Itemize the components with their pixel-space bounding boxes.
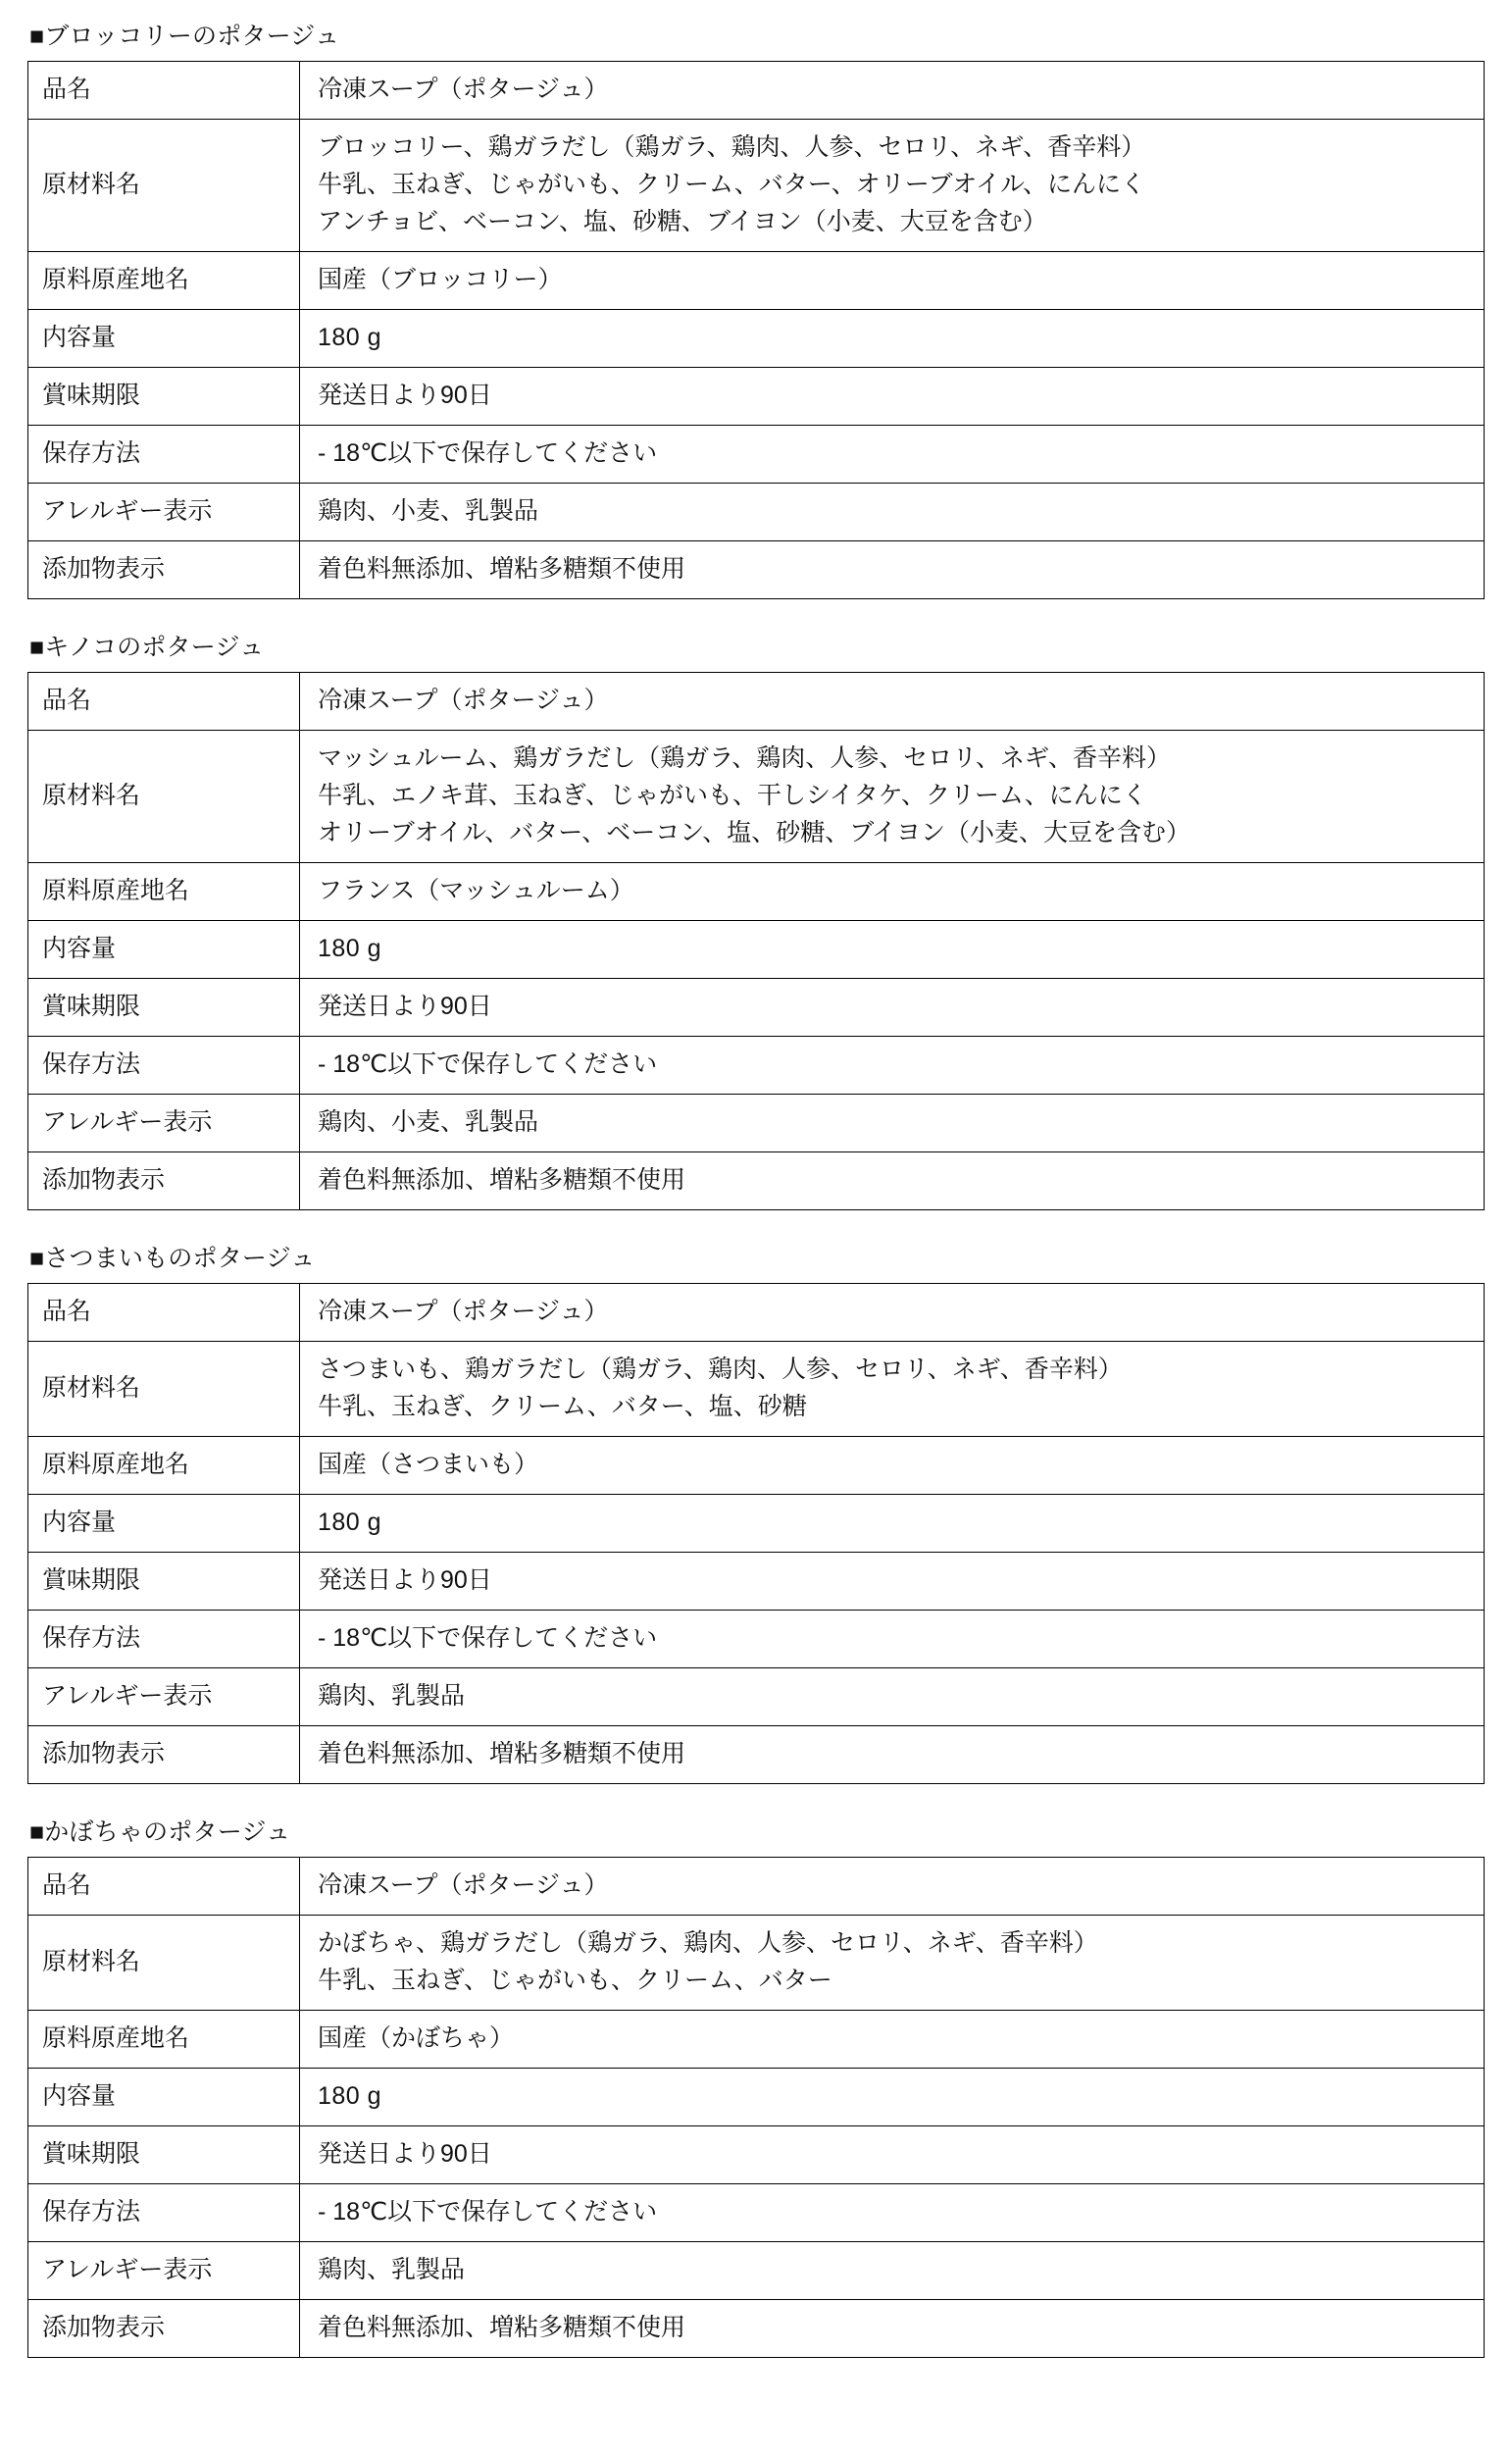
table-row: [28, 1858, 1485, 1916]
table-row: [28, 1668, 1485, 1726]
table-row: [28, 484, 1485, 541]
row-label-origin: 原料原産地名: [28, 252, 300, 310]
row-label-ingredients: 原材料名: [28, 731, 300, 863]
row-value-storage: - 18℃以下で保存してください: [300, 426, 1485, 484]
row-label-best-before: 賞味期限: [28, 979, 300, 1037]
row-label-allergy: アレルギー表示: [28, 2242, 300, 2300]
table-row: [28, 1037, 1485, 1095]
table-row: [28, 2242, 1485, 2300]
row-label-storage: 保存方法: [28, 1611, 300, 1668]
row-label-origin: 原料原産地名: [28, 1437, 300, 1495]
row-value-net-weight: 180 g: [300, 1495, 1485, 1553]
row-label-storage: 保存方法: [28, 426, 300, 484]
table-row: [28, 426, 1485, 484]
product-section: [27, 633, 1485, 1210]
row-value-storage: - 18℃以下で保存してください: [300, 1611, 1485, 1668]
row-value-best-before: 発送日より90日: [300, 368, 1485, 426]
table-row: [28, 1152, 1485, 1210]
row-value-ingredients: [300, 1916, 1485, 2011]
table-row: [28, 1726, 1485, 1784]
table-row: [28, 1437, 1485, 1495]
table-row: [28, 62, 1485, 120]
table-row: [28, 1495, 1485, 1553]
row-label-product-name: 品名: [28, 1858, 300, 1916]
table-row: [28, 673, 1485, 731]
product-section: [27, 1244, 1485, 1784]
row-value-additives: 着色料無添加、増粘多糖類不使用: [300, 1152, 1485, 1210]
row-value-product-name: 冷凍スープ（ポタージュ）: [300, 673, 1485, 731]
ingredient-line: かぼちゃ、鶏ガラだし（鶏ガラ、鶏肉、人参、セロリ、ネギ、香辛料）: [318, 1929, 1098, 1957]
table-row: [28, 2126, 1485, 2184]
section-heading: ■キノコのポタージュ: [29, 634, 265, 661]
ingredient-line: 牛乳、玉ねぎ、じゃがいも、クリーム、バター、オリーブオイル、にんにく: [318, 171, 1146, 198]
table-row: [28, 252, 1485, 310]
row-label-ingredients: 原材料名: [28, 1342, 300, 1437]
row-value-product-name: 冷凍スープ（ポタージュ）: [300, 62, 1485, 120]
row-value-storage: - 18℃以下で保存してください: [300, 2184, 1485, 2242]
row-value-ingredients: [300, 731, 1485, 863]
row-value-product-name: 冷凍スープ（ポタージュ）: [300, 1858, 1485, 1916]
row-label-product-name: 品名: [28, 62, 300, 120]
table-row: [28, 1342, 1485, 1437]
table-row: [28, 541, 1485, 599]
product-section: [27, 1817, 1485, 2358]
row-label-best-before: 賞味期限: [28, 368, 300, 426]
row-label-best-before: 賞味期限: [28, 1553, 300, 1611]
row-value-allergy: 鶏肉、小麦、乳製品: [300, 1095, 1485, 1152]
row-label-additives: 添加物表示: [28, 2300, 300, 2358]
spec-table: [27, 672, 1485, 1210]
row-value-best-before: 発送日より90日: [300, 979, 1485, 1037]
table-row: [28, 1284, 1485, 1342]
table-row: [28, 2069, 1485, 2126]
product-section: [27, 22, 1485, 599]
table-row: [28, 731, 1485, 863]
row-value-product-name: 冷凍スープ（ポタージュ）: [300, 1284, 1485, 1342]
row-label-net-weight: 内容量: [28, 1495, 300, 1553]
row-value-origin: 国産（さつまいも）: [300, 1437, 1485, 1495]
row-label-additives: 添加物表示: [28, 1726, 300, 1784]
table-row: [28, 1916, 1485, 2011]
row-label-origin: 原料原産地名: [28, 863, 300, 921]
spec-table: [27, 1857, 1485, 2358]
row-value-ingredients: [300, 120, 1485, 252]
spec-table: [27, 1283, 1485, 1784]
row-value-storage: - 18℃以下で保存してください: [300, 1037, 1485, 1095]
row-value-origin: 国産（ブロッコリー）: [300, 252, 1485, 310]
row-value-net-weight: 180 g: [300, 310, 1485, 368]
row-value-best-before: 発送日より90日: [300, 2126, 1485, 2184]
row-label-additives: 添加物表示: [28, 541, 300, 599]
row-value-net-weight: 180 g: [300, 2069, 1485, 2126]
row-value-origin: フランス（マッシュルーム）: [300, 863, 1485, 921]
row-value-additives: 着色料無添加、増粘多糖類不使用: [300, 2300, 1485, 2358]
section-heading: ■ブロッコリーのポタージュ: [29, 23, 340, 50]
ingredient-line: 牛乳、エノキ茸、玉ねぎ、じゃがいも、干しシイタケ、クリーム、にんにく: [318, 782, 1147, 809]
table-row: [28, 310, 1485, 368]
row-value-origin: 国産（かぼちゃ）: [300, 2011, 1485, 2069]
table-row: [28, 120, 1485, 252]
ingredient-line: マッシュルーム、鶏ガラだし（鶏ガラ、鶏肉、人参、セロリ、ネギ、香辛料）: [318, 744, 1172, 772]
row-label-net-weight: 内容量: [28, 310, 300, 368]
section-heading: ■さつまいものポタージュ: [29, 1245, 316, 1272]
row-label-allergy: アレルギー表示: [28, 1095, 300, 1152]
row-label-ingredients: 原材料名: [28, 120, 300, 252]
ingredient-line: オリーブオイル、バター、ベーコン、塩、砂糖、ブイヨン（小麦、大豆を含む）: [318, 819, 1191, 846]
row-value-allergy: 鶏肉、小麦、乳製品: [300, 484, 1485, 541]
row-label-storage: 保存方法: [28, 2184, 300, 2242]
table-row: [28, 1553, 1485, 1611]
row-label-best-before: 賞味期限: [28, 2126, 300, 2184]
table-row: [28, 2300, 1485, 2358]
row-label-storage: 保存方法: [28, 1037, 300, 1095]
row-label-origin: 原料原産地名: [28, 2011, 300, 2069]
table-row: [28, 2011, 1485, 2069]
table-row: [28, 921, 1485, 979]
row-value-best-before: 発送日より90日: [300, 1553, 1485, 1611]
row-label-ingredients: 原材料名: [28, 1916, 300, 2011]
table-row: [28, 1095, 1485, 1152]
table-row: [28, 368, 1485, 426]
row-label-net-weight: 内容量: [28, 921, 300, 979]
row-label-product-name: 品名: [28, 673, 300, 731]
row-value-additives: 着色料無添加、増粘多糖類不使用: [300, 1726, 1485, 1784]
ingredient-line: 牛乳、玉ねぎ、クリーム、バター、塩、砂糖: [318, 1393, 807, 1420]
spec-table: [27, 61, 1485, 599]
row-label-net-weight: 内容量: [28, 2069, 300, 2126]
table-row: [28, 1611, 1485, 1668]
row-label-allergy: アレルギー表示: [28, 484, 300, 541]
row-label-allergy: アレルギー表示: [28, 1668, 300, 1726]
ingredient-line: ブロッコリー、鶏ガラだし（鶏ガラ、鶏肉、人参、セロリ、ネギ、香辛料）: [318, 133, 1146, 161]
row-value-net-weight: 180 g: [300, 921, 1485, 979]
row-label-additives: 添加物表示: [28, 1152, 300, 1210]
table-row: [28, 2184, 1485, 2242]
row-value-allergy: 鶏肉、乳製品: [300, 1668, 1485, 1726]
ingredient-line: アンチョビ、ベーコン、塩、砂糖、ブイヨン（小麦、大豆を含む）: [318, 208, 1047, 235]
section-heading: ■かぼちゃのポタージュ: [29, 1818, 291, 1846]
row-value-ingredients: [300, 1342, 1485, 1437]
row-label-product-name: 品名: [28, 1284, 300, 1342]
ingredient-line: さつまいも、鶏ガラだし（鶏ガラ、鶏肉、人参、セロリ、ネギ、香辛料）: [318, 1356, 1123, 1383]
row-value-additives: 着色料無添加、増粘多糖類不使用: [300, 541, 1485, 599]
row-value-allergy: 鶏肉、乳製品: [300, 2242, 1485, 2300]
table-row: [28, 979, 1485, 1037]
ingredient-line: 牛乳、玉ねぎ、じゃがいも、クリーム、バター: [318, 1967, 832, 1994]
table-row: [28, 863, 1485, 921]
